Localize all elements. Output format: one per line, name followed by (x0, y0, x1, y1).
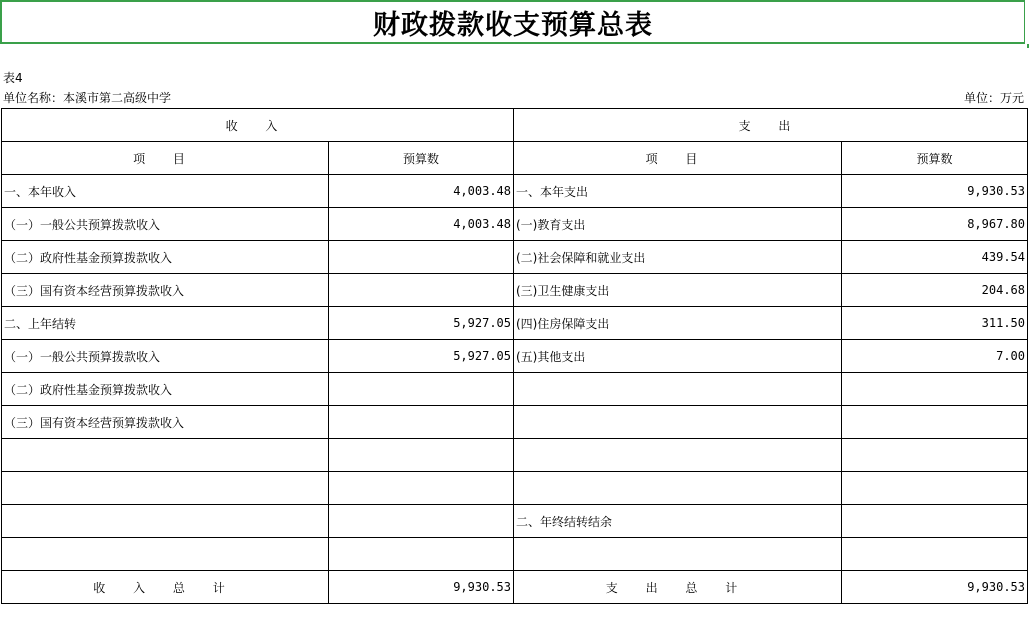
income-amount-cell[interactable]: 5,927.05 (329, 307, 514, 340)
income-amount-cell[interactable] (329, 538, 514, 571)
expense-item-cell[interactable]: (一)教育支出 (514, 208, 842, 241)
expense-section-header[interactable]: 支 出 (514, 109, 1028, 142)
expense-item-cell[interactable] (514, 439, 842, 472)
income-amount-cell[interactable] (329, 373, 514, 406)
table-row (2, 208, 1028, 241)
expense-total-label[interactable]: 支 出 总 计 (514, 571, 842, 604)
income-item-cell[interactable] (2, 472, 329, 505)
expense-total-amount[interactable]: 9,930.53 (842, 571, 1028, 604)
expense-budget-header[interactable]: 预算数 (842, 142, 1028, 175)
expense-item-cell[interactable]: (二)社会保障和就业支出 (514, 241, 842, 274)
expense-item-cell[interactable] (514, 373, 842, 406)
expense-amount-cell[interactable]: 7.00 (842, 340, 1028, 373)
income-amount-cell[interactable] (329, 241, 514, 274)
expense-amount-cell[interactable]: 9,930.53 (842, 175, 1028, 208)
table-row (2, 175, 1028, 208)
table-row (2, 274, 1028, 307)
expense-item-cell[interactable] (514, 538, 842, 571)
income-total-amount[interactable]: 9,930.53 (329, 571, 514, 604)
table-row (2, 472, 1028, 505)
income-amount-cell[interactable] (329, 505, 514, 538)
income-item-cell[interactable]: （一）一般公共预算拨款收入 (2, 208, 329, 241)
title-box (0, 0, 1025, 44)
income-amount-cell[interactable]: 4,003.48 (329, 208, 514, 241)
table-row (2, 373, 1028, 406)
expense-amount-cell[interactable] (842, 472, 1028, 505)
table-row (2, 307, 1028, 340)
expense-amount-cell[interactable] (842, 538, 1028, 571)
totals-row (2, 571, 1028, 604)
income-amount-cell[interactable] (329, 406, 514, 439)
expense-item-cell[interactable]: (三)卫生健康支出 (514, 274, 842, 307)
income-item-cell[interactable]: （二）政府性基金预算拨款收入 (2, 241, 329, 274)
expense-amount-cell[interactable]: 8,967.80 (842, 208, 1028, 241)
income-amount-cell[interactable] (329, 472, 514, 505)
income-item-header[interactable]: 项 目 (2, 142, 329, 175)
expense-item-cell[interactable]: 二、年终结转结余 (514, 505, 842, 538)
income-total-label[interactable]: 收 入 总 计 (2, 571, 329, 604)
expense-amount-cell[interactable]: 204.68 (842, 274, 1028, 307)
page-title: 财政拨款收支预算总表 (373, 9, 653, 41)
income-amount-cell[interactable]: 5,927.05 (329, 340, 514, 373)
income-item-cell[interactable]: （一）一般公共预算拨款收入 (2, 340, 329, 373)
expense-amount-cell[interactable] (842, 373, 1028, 406)
expense-item-cell[interactable] (514, 406, 842, 439)
income-amount-cell[interactable] (329, 439, 514, 472)
table-row (2, 241, 1028, 274)
income-item-cell[interactable]: 二、上年结转 (2, 307, 329, 340)
table-number: 表4 (3, 71, 23, 85)
table-row (2, 340, 1028, 373)
expense-amount-cell[interactable] (842, 406, 1028, 439)
unit-name: 单位名称：本溪市第二高级中学 (3, 91, 172, 105)
table-row (2, 439, 1028, 472)
expense-item-cell[interactable]: (五)其他支出 (514, 340, 842, 373)
income-item-cell[interactable] (2, 505, 329, 538)
header-row-sections (2, 109, 1028, 142)
income-item-cell[interactable] (2, 538, 329, 571)
income-amount-cell[interactable] (329, 274, 514, 307)
expense-item-cell[interactable]: 一、本年支出 (514, 175, 842, 208)
expense-amount-cell[interactable]: 311.50 (842, 307, 1028, 340)
expense-item-header[interactable]: 项 目 (514, 142, 842, 175)
income-budget-header[interactable]: 预算数 (329, 142, 514, 175)
selection-edge (1027, 44, 1029, 48)
unit-measure: 单位：万元 (963, 91, 1024, 105)
expense-amount-cell[interactable] (842, 505, 1028, 538)
expense-item-cell[interactable]: (四)住房保障支出 (514, 307, 842, 340)
income-item-cell[interactable] (2, 439, 329, 472)
expense-item-cell[interactable] (514, 472, 842, 505)
income-amount-cell[interactable]: 4,003.48 (329, 175, 514, 208)
header-row-columns (2, 142, 1028, 175)
table-row (2, 406, 1028, 439)
income-item-cell[interactable]: （三）国有资本经营预算拨款收入 (2, 274, 329, 307)
expense-amount-cell[interactable] (842, 439, 1028, 472)
income-item-cell[interactable]: 一、本年收入 (2, 175, 329, 208)
budget-table (1, 108, 1028, 604)
table-row (2, 538, 1028, 571)
table-row (2, 505, 1028, 538)
income-item-cell[interactable]: （三）国有资本经营预算拨款收入 (2, 406, 329, 439)
income-item-cell[interactable]: （二）政府性基金预算拨款收入 (2, 373, 329, 406)
income-section-header[interactable]: 收 入 (2, 109, 514, 142)
expense-amount-cell[interactable]: 439.54 (842, 241, 1028, 274)
